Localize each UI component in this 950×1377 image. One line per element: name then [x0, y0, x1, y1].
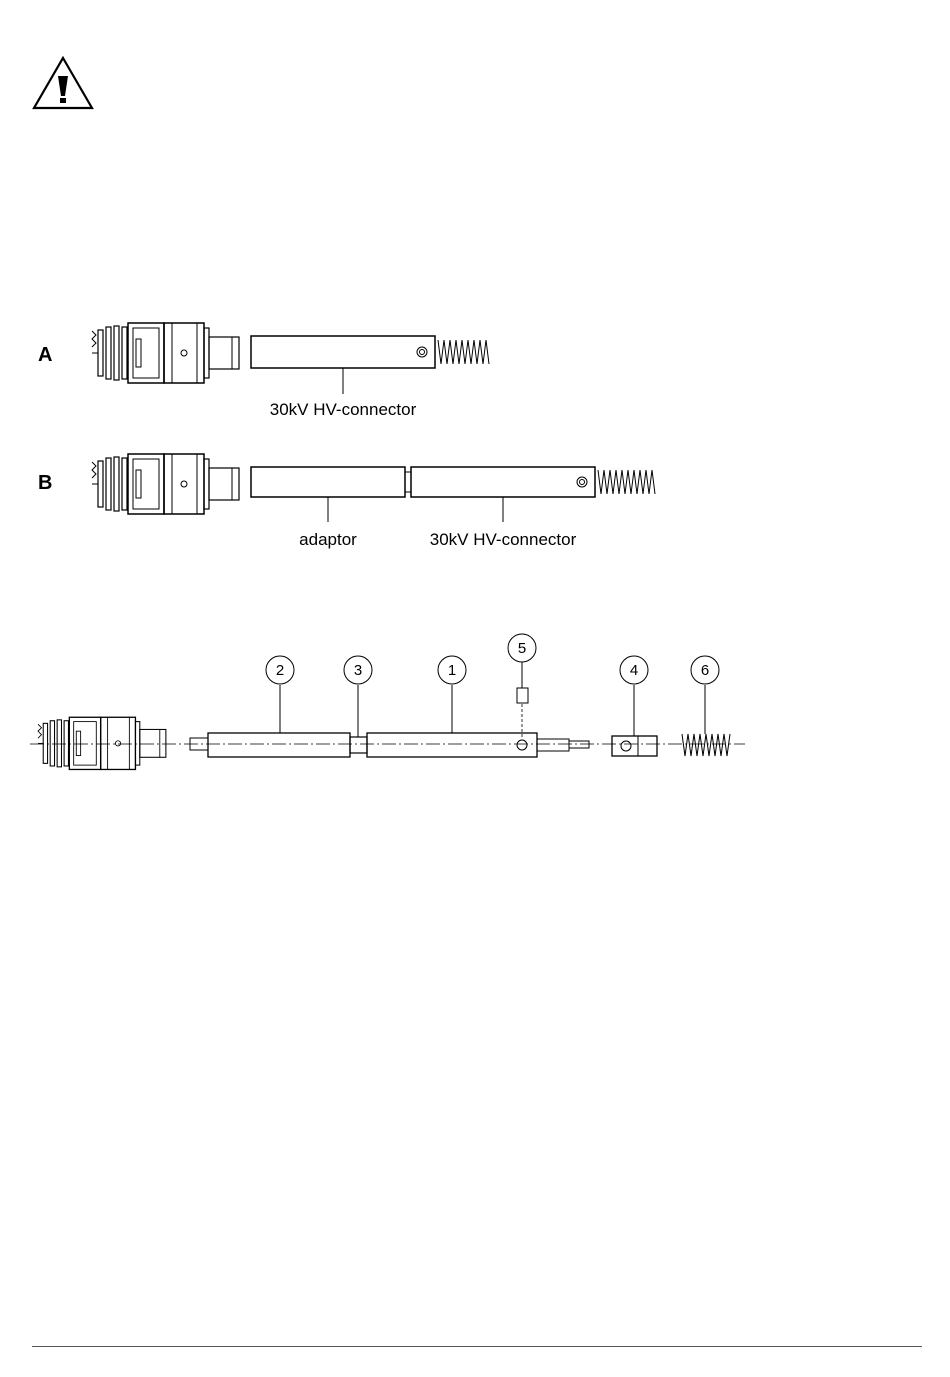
figure-a: [38, 323, 489, 419]
hv-connector-body: [251, 336, 435, 368]
footer-rule: [32, 1346, 922, 1347]
part-1: [367, 733, 537, 757]
part-4: [612, 736, 657, 756]
callout-5: [508, 634, 536, 662]
svg-text:4: 4: [629, 662, 639, 679]
callout-3: [344, 656, 372, 684]
figure-exploded-view: [30, 634, 745, 769]
adaptor-label: adaptor: [299, 530, 357, 549]
svg-text:3: 3: [353, 662, 363, 679]
callout-1: [438, 656, 466, 684]
hv-connector-body: [411, 467, 595, 497]
hv-connector-label-b: 30kV HV-connector: [429, 530, 577, 549]
svg-text:5: 5: [517, 640, 527, 657]
svg-text:2: 2: [275, 662, 285, 679]
part-5: [517, 688, 528, 703]
spring: [598, 470, 655, 494]
figure-a-tag: A: [38, 344, 53, 366]
callout-6: [691, 656, 719, 684]
callout-2: [266, 656, 294, 684]
svg-text:6: 6: [700, 662, 710, 679]
warning-icon: [34, 58, 92, 108]
figure-b: [38, 454, 655, 549]
part-3: [350, 737, 367, 753]
part-2: [208, 733, 350, 757]
cable-connector-head: [92, 323, 239, 383]
part-6: [682, 734, 730, 756]
svg-text:1: 1: [447, 662, 457, 679]
cable-connector-head: [92, 454, 239, 514]
figure-b-tag: B: [38, 472, 53, 494]
spring: [438, 340, 489, 364]
hv-connector-label-a: 30kV HV-connector: [269, 400, 417, 419]
callout-4: [620, 656, 648, 684]
adaptor-body: [251, 467, 405, 497]
